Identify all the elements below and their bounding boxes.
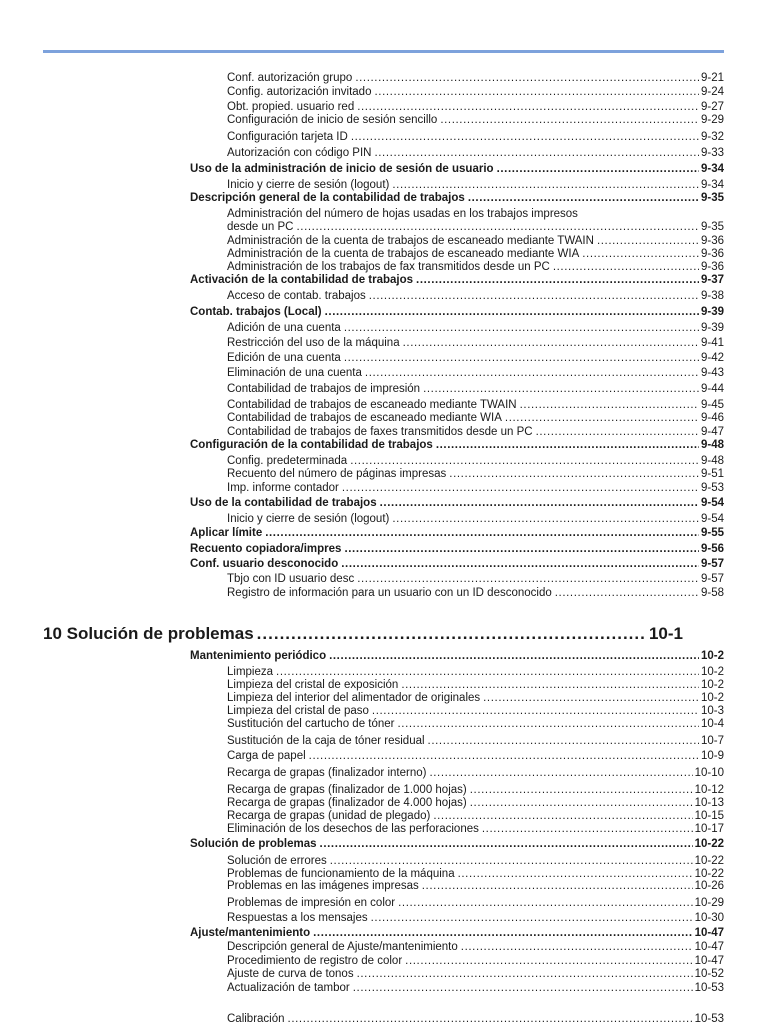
toc-entry-title: Acceso de contab. trabajos [227, 290, 366, 302]
dot-leader [416, 274, 699, 287]
dot-leader [483, 692, 699, 705]
toc-entry-page: 9-41 [700, 337, 724, 349]
toc-entry-page: 10-22 [694, 838, 724, 850]
dot-leader [536, 426, 699, 439]
toc-entry-title: desde un PC [227, 221, 294, 233]
toc-entry-page: 9-35 [700, 221, 724, 233]
toc-entry-title: Recarga de grapas (finalizador de 1.000 hojas) [227, 784, 467, 796]
toc-entry-page: 9-36 [700, 248, 724, 260]
toc-entry[interactable] [227, 147, 724, 160]
toc-entry-page: 10-47 [694, 941, 724, 953]
toc-entry-title: Tbjo con ID usuario desc [227, 573, 355, 585]
dot-leader [297, 221, 699, 234]
toc-entry-title: Contabilidad de trabajos de faxes transmitidos desde un PC [227, 426, 533, 438]
chapter-heading[interactable] [43, 624, 683, 644]
toc-entry-page: 9-51 [700, 468, 724, 480]
dot-leader [330, 855, 693, 868]
toc-entry-page: 10-2 [700, 666, 724, 678]
toc-entry[interactable] [227, 208, 724, 221]
dot-leader [309, 750, 699, 763]
toc-entry-title: Problemas de funcionamiento de la máquina [227, 868, 455, 880]
toc-entry-page: 9-21 [700, 72, 724, 84]
toc-entry[interactable] [227, 337, 724, 350]
toc-entry-title: Actualización de tambor [227, 982, 350, 994]
toc-section-entry[interactable] [190, 274, 724, 287]
toc-entry-title: Procedimiento de registro de color [227, 955, 403, 967]
toc-entry-page: 10-29 [694, 897, 724, 909]
dot-leader [428, 735, 699, 748]
toc-entry-title: Conf. autorización grupo [227, 72, 353, 84]
toc-entry-page: 9-46 [700, 412, 724, 424]
toc-entry-page: 10-30 [694, 912, 724, 924]
toc-entry-title: Edición de una cuenta [227, 352, 341, 364]
dot-leader [449, 468, 699, 481]
toc-entry-title: Conf. usuario desconocido [190, 558, 339, 570]
dot-leader [374, 147, 699, 160]
toc-entry-page: 9-56 [700, 543, 724, 555]
toc-entry-title: Sustitución de la caja de tóner residual [227, 735, 425, 747]
toc-entry[interactable] [227, 767, 724, 780]
toc-entry[interactable] [227, 399, 724, 412]
toc-entry-title: Problemas en las imágenes impresas [227, 880, 419, 892]
dot-leader [374, 86, 698, 99]
header-rule [43, 50, 724, 53]
toc-section-entry[interactable] [190, 527, 724, 540]
toc-entry-title: Ajuste de curva de tonos [227, 968, 354, 980]
toc-entry-page: 10-13 [694, 797, 724, 809]
dot-leader [440, 114, 699, 127]
toc-entry[interactable] [227, 352, 724, 365]
toc-entry[interactable] [227, 221, 724, 234]
toc-entry[interactable] [227, 750, 724, 763]
dot-leader [380, 497, 699, 510]
toc-entry-page: 9-34 [700, 163, 724, 175]
toc-section-entry[interactable] [190, 497, 724, 510]
toc-entry[interactable] [227, 797, 724, 810]
dot-leader [313, 927, 692, 940]
toc-entry-page: 9-32 [700, 131, 724, 143]
dot-leader [342, 482, 699, 495]
dot-leader [436, 439, 699, 452]
toc-entry[interactable] [227, 982, 724, 995]
toc-entry-title: Descripción general de Ajuste/mantenimiento [227, 941, 458, 953]
toc-entry-page: 9-34 [700, 179, 724, 191]
toc-entry[interactable] [227, 718, 724, 731]
toc-entry-title: Registro de información para un usuario con un ID desconocido [227, 587, 552, 599]
toc-entry[interactable] [227, 261, 724, 274]
toc-entry-page: 9-55 [700, 527, 724, 539]
toc-section-entry[interactable] [190, 558, 724, 571]
toc-entry-title: Inicio y cierre de sesión (logout) [227, 179, 390, 191]
toc-entry-title: Descripción general de la contabilidad de trabajos [190, 192, 465, 204]
toc-entry-title: Uso de la administración de inicio de sesión de usuario [190, 163, 494, 175]
toc-entry[interactable] [227, 705, 724, 718]
dot-leader [405, 955, 692, 968]
toc-entry-page: 9-54 [700, 513, 724, 525]
toc-entry[interactable] [227, 587, 724, 600]
dot-leader [329, 650, 699, 663]
toc-entry-title: Contabilidad de trabajos de impresión [227, 383, 421, 395]
toc-entry[interactable] [227, 666, 724, 679]
dot-leader [357, 101, 699, 114]
dot-leader [403, 337, 699, 350]
toc-entry-title: Ajuste/mantenimiento [190, 927, 311, 939]
toc-entry[interactable] [227, 784, 724, 797]
toc-entry-title: Imp. informe contador [227, 482, 339, 494]
toc-entry[interactable] [227, 131, 724, 144]
toc-entry[interactable] [227, 468, 724, 481]
toc-entry-page: 9-33 [700, 147, 724, 159]
toc-entry-title: Contabilidad de trabajos de escaneado mediante TWAIN [227, 399, 517, 411]
toc-entry-title: Problemas de impresión en color [227, 897, 396, 909]
dot-leader [398, 718, 699, 731]
toc-entry-title: Config. predeterminada [227, 455, 348, 467]
toc-section-entry[interactable] [190, 163, 724, 176]
dot-leader [582, 248, 699, 261]
dot-leader [344, 543, 699, 556]
toc-entry-page: 10-12 [694, 784, 724, 796]
toc-entry-page: 10-2 [700, 692, 724, 704]
toc-section-entry[interactable] [190, 439, 724, 452]
toc-entry[interactable] [227, 482, 724, 495]
dot-leader [470, 784, 693, 797]
dot-leader [353, 982, 693, 995]
dot-leader [392, 179, 699, 192]
toc-entry-title: Obt. propied. usuario red [227, 101, 355, 113]
toc-section-entry[interactable] [190, 192, 724, 205]
toc-entry[interactable] [227, 880, 724, 893]
toc-entry-page: 10-22 [694, 868, 724, 880]
toc-entry-page: 9-39 [700, 322, 724, 334]
toc-entry[interactable] [227, 855, 724, 868]
toc-entry-title: Respuestas a los mensajes [227, 912, 368, 924]
toc-entry[interactable] [227, 179, 724, 192]
toc-entry-page: 10-17 [694, 823, 724, 835]
toc-entry-page: 9-38 [700, 290, 724, 302]
toc-entry-page: 10-47 [694, 927, 724, 939]
toc-entry-title: Contabilidad de trabajos de escaneado mediante WIA [227, 412, 502, 424]
toc-entry-page: 9-57 [700, 573, 724, 585]
toc-entry-title: Mantenimiento periódico [190, 650, 327, 662]
toc-entry-page: 9-53 [700, 482, 724, 494]
toc-entry-title: Uso de la contabilidad de trabajos [190, 497, 377, 509]
toc-entry[interactable] [227, 912, 724, 925]
toc-section-entry[interactable] [190, 927, 724, 940]
dot-leader [372, 705, 699, 718]
dot-leader [429, 767, 692, 780]
toc-entry-page: 10-26 [694, 880, 724, 892]
toc-entry-page: 10-2 [700, 650, 724, 662]
dot-leader [320, 838, 693, 851]
toc-entry-page: 10-22 [694, 855, 724, 867]
dot-leader [371, 912, 693, 925]
toc-section-entry[interactable] [190, 306, 724, 319]
toc-entry[interactable] [227, 101, 724, 114]
dot-leader [365, 367, 699, 380]
toc-entry-page: 9-54 [700, 497, 724, 509]
dot-leader [555, 587, 699, 600]
toc-entry-page: 9-45 [700, 399, 724, 411]
toc-entry-title: Inicio y cierre de sesión (logout) [227, 513, 390, 525]
dot-leader [351, 131, 699, 144]
toc-entry-title: Configuración de inicio de sesión sencillo [227, 114, 438, 126]
dot-leader [350, 455, 699, 468]
toc-entry-title: Limpieza del interior del alimentador de originales [227, 692, 481, 704]
dot-leader [497, 163, 699, 176]
dot-leader [398, 897, 692, 910]
toc-entry-page: 9-35 [700, 192, 724, 204]
toc-entry-title: Aplicar límite [190, 527, 263, 539]
dot-leader [422, 880, 693, 893]
toc-entry-title: Autorización con código PIN [227, 147, 372, 159]
toc-entry-page: 10-2 [700, 679, 724, 691]
toc-entry-title: Solución de errores [227, 855, 327, 867]
toc-entry-title: Restricción del uso de la máquina [227, 337, 400, 349]
toc-entry-page: 10-3 [700, 705, 724, 717]
toc-entry-page: 9-48 [700, 455, 724, 467]
toc-entry-page: 9-42 [700, 352, 724, 364]
chapter-title: 10 Solución de problemas [43, 624, 254, 643]
dot-leader [461, 941, 693, 954]
toc-entry[interactable] [227, 897, 724, 910]
toc-entry[interactable] [227, 692, 724, 705]
toc-section-entry[interactable] [190, 543, 724, 556]
toc-entry-title: Limpieza [227, 666, 274, 678]
toc-entry-title: Recarga de grapas (finalizador interno) [227, 767, 427, 779]
toc-entry[interactable] [227, 367, 724, 380]
dot-leader [344, 322, 699, 335]
dot-leader [401, 679, 699, 692]
toc-entry-title: Config. autorización invitado [227, 86, 372, 98]
toc-entry-page: 9-24 [700, 86, 724, 98]
toc-entry[interactable] [227, 322, 724, 335]
dot-leader [423, 383, 699, 396]
toc-entry-title: Calibración [227, 1013, 285, 1025]
dot-leader [433, 810, 692, 823]
dot-leader [392, 513, 699, 526]
toc-entry[interactable] [227, 235, 724, 248]
toc-entry-title: Administración de la cuenta de trabajos de escaneado mediante TWAIN [227, 235, 594, 247]
toc-entry-title: Configuración tarjeta ID [227, 131, 348, 143]
toc-entry-title: Limpieza del cristal de paso [227, 705, 369, 717]
dot-leader [482, 823, 693, 836]
toc-entry[interactable] [227, 823, 724, 836]
toc-entry-title: Carga de papel [227, 750, 306, 762]
dot-leader [357, 968, 693, 981]
toc-entry-page: 9-48 [700, 439, 724, 451]
toc-entry-title: Activación de la contabilidad de trabajos [190, 274, 414, 286]
toc-entry-title: Eliminación de una cuenta [227, 367, 362, 379]
toc-entry[interactable] [227, 955, 724, 968]
toc-entry[interactable] [227, 383, 724, 396]
toc-entry[interactable] [227, 72, 724, 85]
toc-entry-page: 9-44 [700, 383, 724, 395]
toc-entry[interactable] [227, 513, 724, 526]
dot-leader [355, 72, 699, 85]
dot-leader [341, 558, 699, 571]
toc-entry-page: 9-43 [700, 367, 724, 379]
toc-entry-title: Recarga de grapas (unidad de plegado) [227, 810, 431, 822]
toc-entry[interactable] [227, 573, 724, 586]
toc-entry-page: 10-10 [694, 767, 724, 779]
toc-entry[interactable] [227, 455, 724, 468]
dot-leader [288, 1013, 693, 1026]
dot-leader [597, 235, 699, 248]
dot-leader [276, 666, 699, 679]
toc-entry-page: 10-52 [694, 968, 724, 980]
chapter-page: 10-1 [648, 624, 683, 643]
toc-section-entry[interactable] [190, 650, 724, 663]
toc-entry-title: Eliminación de los desechos de las perforaciones [227, 823, 479, 835]
toc-entry-page: 9-36 [700, 261, 724, 273]
toc-entry-title: Recarga de grapas (finalizador de 4.000 hojas) [227, 797, 467, 809]
toc-section-entry[interactable] [190, 838, 724, 851]
toc-entry-page: 9-39 [700, 306, 724, 318]
toc-entry[interactable] [227, 86, 724, 99]
toc-entry-page: 10-7 [700, 735, 724, 747]
toc-entry-title: Recuento del número de páginas impresas [227, 468, 447, 480]
toc-entry[interactable] [227, 810, 724, 823]
toc-entry-title: Administración de los trabajos de fax transmitidos desde un PC [227, 261, 550, 273]
toc-entry-page: 9-57 [700, 558, 724, 570]
dot-leader [553, 261, 699, 274]
toc-entry-page: 9-27 [700, 101, 724, 113]
toc-entry-page: 9-47 [700, 426, 724, 438]
toc-entry[interactable] [227, 1013, 724, 1026]
toc-entry-page: 9-29 [700, 114, 724, 126]
toc-entry-page: 10-47 [694, 955, 724, 967]
dot-leader [468, 192, 699, 205]
dot-leader [520, 399, 699, 412]
dot-leader [369, 290, 699, 303]
toc-entry-title: Adición de una cuenta [227, 322, 341, 334]
toc-entry[interactable] [227, 968, 724, 981]
dot-leader [265, 527, 699, 540]
toc-entry-page: 9-58 [700, 587, 724, 599]
dot-leader [325, 306, 699, 319]
toc-entry-title: Solución de problemas [190, 838, 317, 850]
toc-entry[interactable] [227, 248, 724, 261]
toc-entry-page: 10-53 [694, 1013, 724, 1025]
dot-leader [505, 412, 699, 425]
dot-leader [357, 573, 699, 586]
dot-leader [470, 797, 693, 810]
toc-entry-title: Administración del número de hojas usadas en los trabajos impresos [227, 208, 578, 220]
toc-entry-page: 10-4 [700, 718, 724, 730]
dot-leader [344, 352, 699, 365]
toc-entry[interactable] [227, 735, 724, 748]
toc-entry[interactable] [227, 679, 724, 692]
toc-entry[interactable] [227, 290, 724, 303]
toc-entry-page: 9-37 [700, 274, 724, 286]
toc-entry-title: Limpieza del cristal de exposición [227, 679, 399, 691]
toc-entry-title: Recuento copiadora/impres [190, 543, 342, 555]
toc-entry-page: 10-53 [694, 982, 724, 994]
toc-entry-title: Contab. trabajos (Local) [190, 306, 322, 318]
toc-entry-page: 9-36 [700, 235, 724, 247]
toc-entry-title: Administración de la cuenta de trabajos de escaneado mediante WIA [227, 248, 580, 260]
toc-entry[interactable] [227, 941, 724, 954]
toc-entry-page: 10-15 [694, 810, 724, 822]
toc-entry[interactable] [227, 114, 724, 127]
toc-entry-page: 10-9 [700, 750, 724, 762]
toc-entry[interactable] [227, 426, 724, 439]
toc-entry-title: Configuración de la contabilidad de trabajos [190, 439, 433, 451]
toc-entry[interactable] [227, 412, 724, 425]
dot-leader [257, 624, 646, 644]
toc-entry-title: Sustitución del cartucho de tóner [227, 718, 395, 730]
